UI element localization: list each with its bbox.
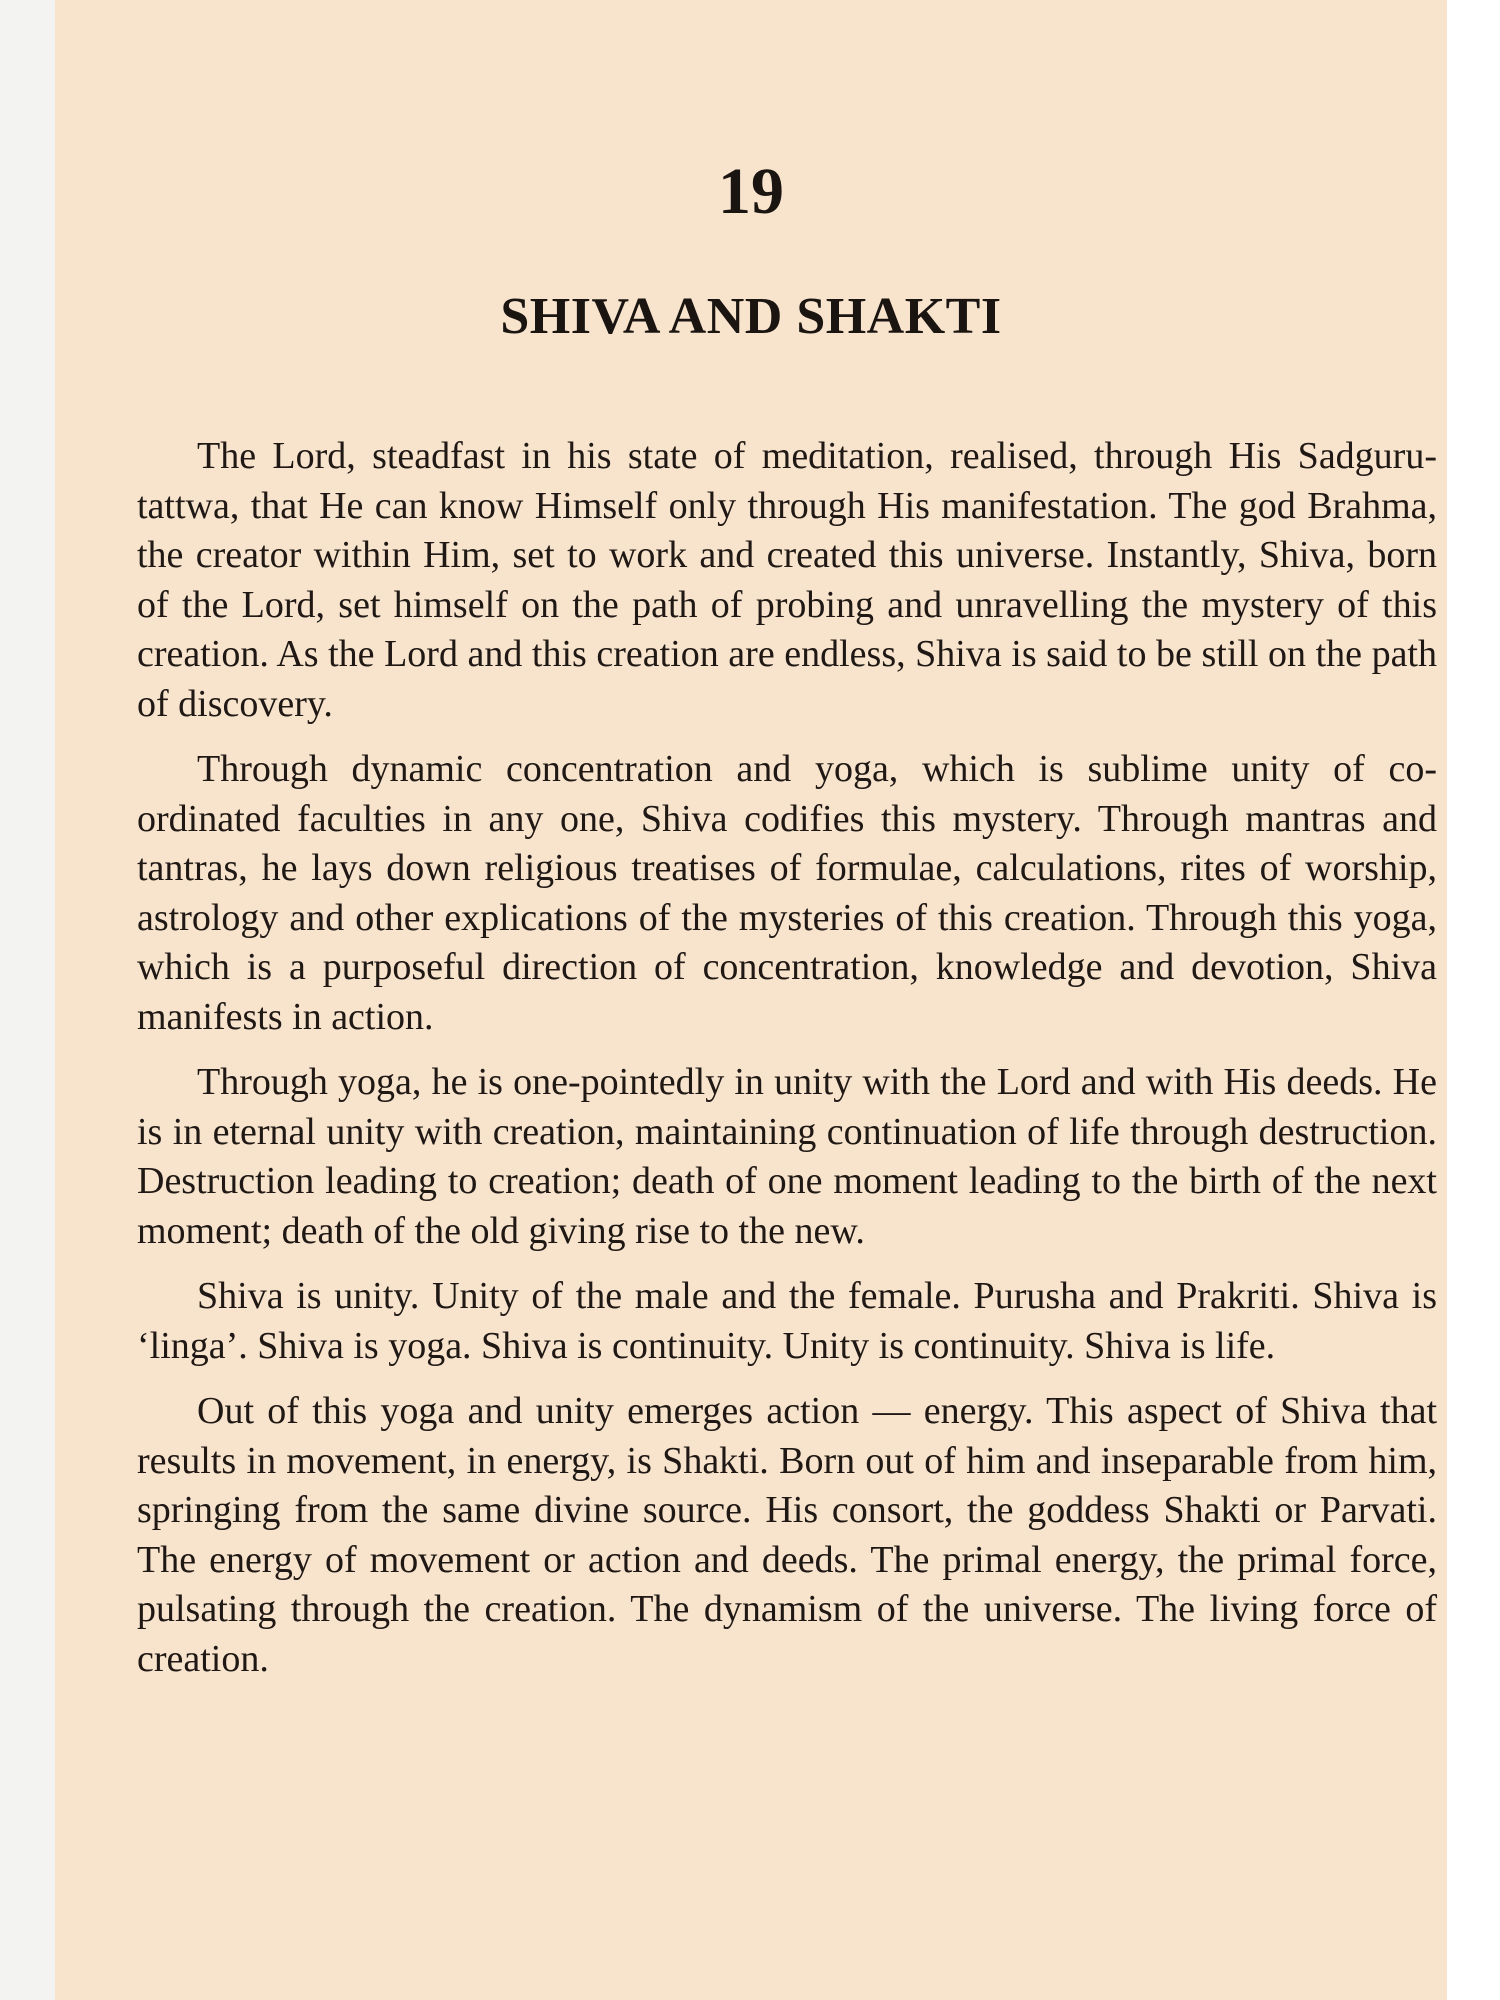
scan-margin — [0, 0, 55, 2000]
paragraph-4: Shiva is unity. Unity of the male and the female. Purusha and Prakriti. Shiva is ‘linga’. Shiva is yoga. Shiva is continuity. Unity is continuity. Shiva is life. — [137, 1275, 1437, 1367]
paragraph-3: Through yoga, he is one-pointedly in unity with the Lord and with His deeds. He is in eternal unity with creation, maintaining continuation of life through destruction. Destruction leading to creation; death of one moment leading to the birth of the next moment; death of the old giving rise to the new. — [137, 1061, 1437, 1252]
book-page — [55, 0, 1447, 2000]
paragraph-2: Through dynamic concentration and yoga, which is sublime unity of co-ordinated faculties in any one, Shiva codifies this mystery. Through mantras and tantras, he lays down religious treatises of formulae, calculations, rites of worship, astrology and other explications of the mysteries of this creation. Through this yoga, which is a purposeful direction of concentration, knowledge and devotion, Shiva manifests in action. — [137, 748, 1437, 1038]
paragraph-1: The Lord, steadfast in his state of meditation, realised, through His Sadguru-tattwa, that He can know Himself only through His manifestation. The god Brahma, the creator within Him, set to work and created this universe. Instantly, Shiva, born of the Lord, set himself on the path of probing and unravelling the mystery of this creation. As the Lord and this creation are endless, Shiva is said to be still on the path of discovery. — [137, 435, 1437, 725]
chapter-title: SHIVA AND SHAKTI — [500, 288, 1002, 345]
chapter-number: 19 — [718, 155, 784, 228]
paragraph-5: Out of this yoga and unity emerges action — energy. This aspect of Shiva that results in movement, in energy, is Shakti. Born out of him and inseparable from him, springing from the same divine source. His consort, the goddess Shakti or Parvati. The energy of movement or action and deeds. The primal energy, the primal force, pulsating through the creation. The dynamism of the universe. The living force of creation. — [137, 1390, 1437, 1680]
chapter-body — [137, 432, 1437, 1700]
